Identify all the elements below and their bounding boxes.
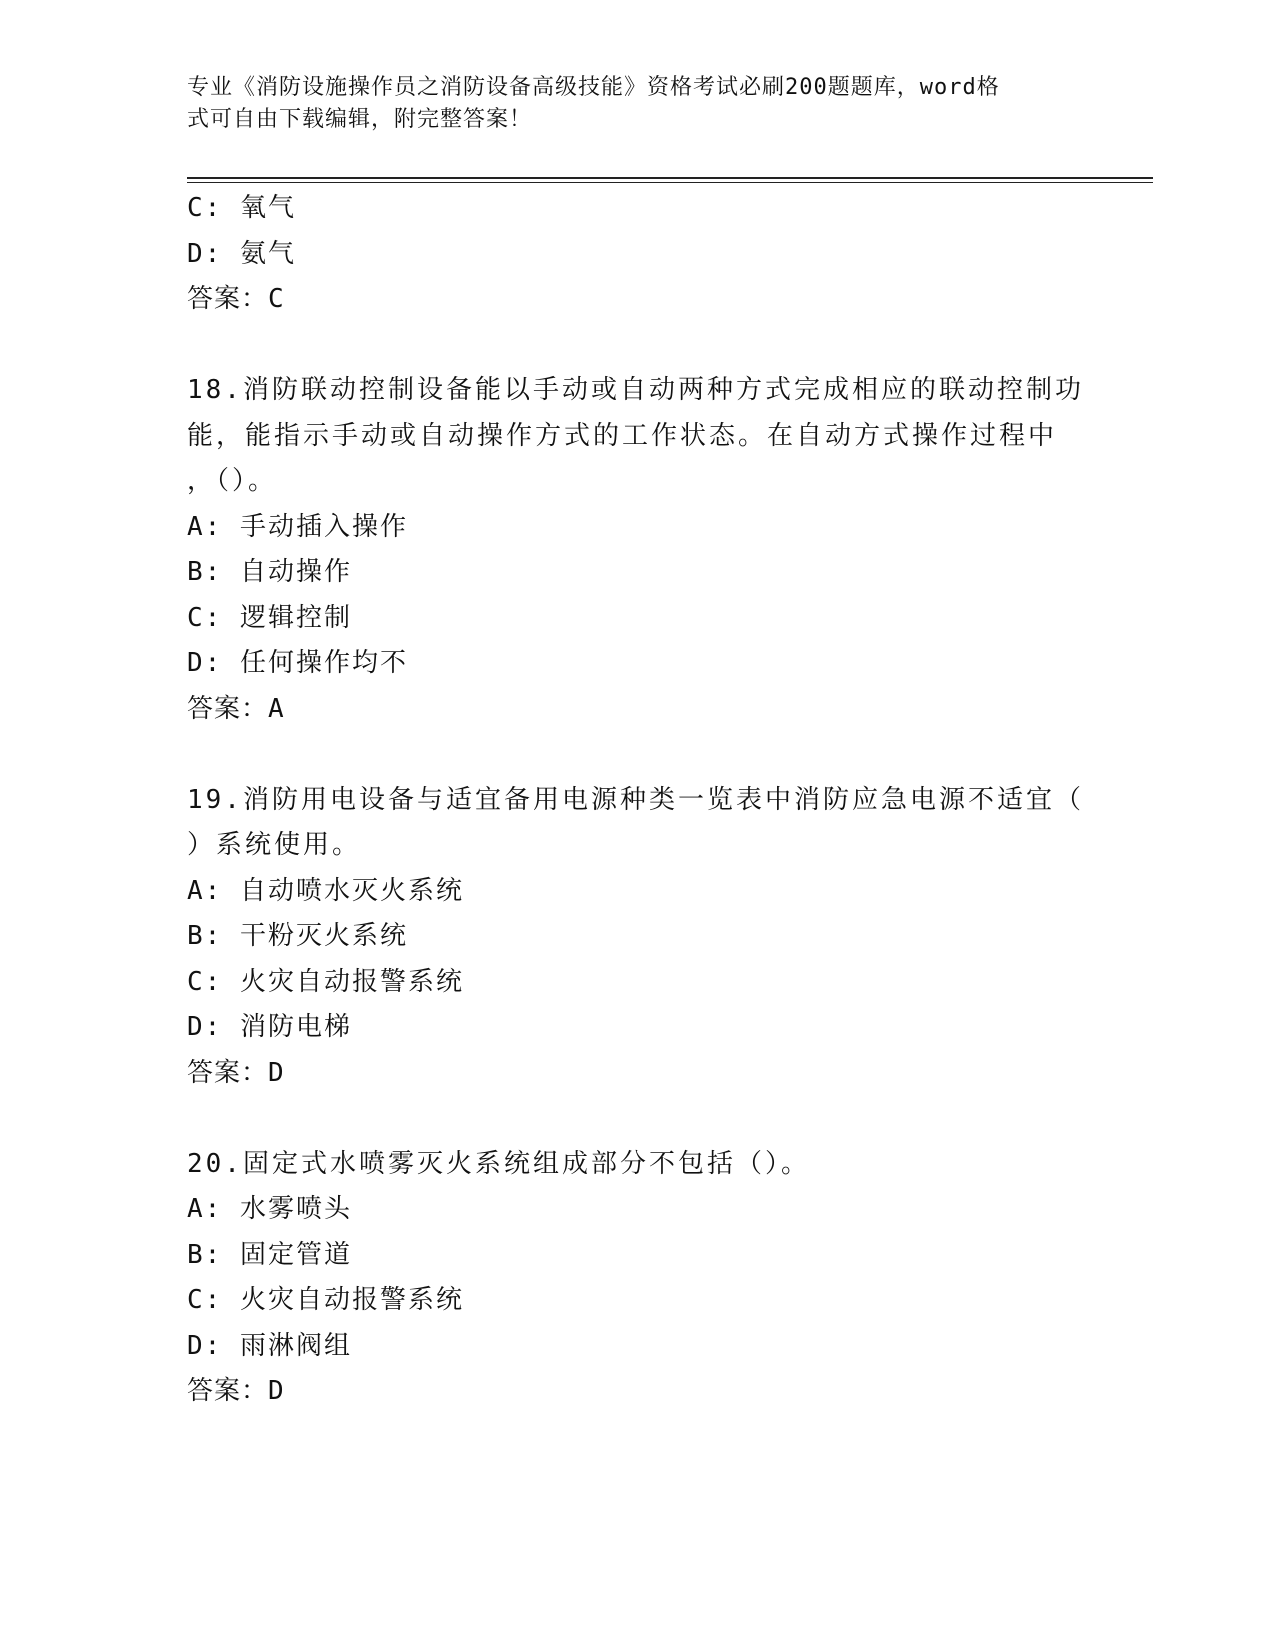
option-b: B: 自动操作 [187, 557, 352, 587]
header-line-1: 专业《消防设施操作员之消防设备高级技能》资格考试必刷200题题库，word格 [187, 75, 1000, 100]
option-d: D: 氨气 [187, 238, 296, 269]
question-list [187, 186, 1087, 1415]
spacer [187, 1096, 1087, 1142]
option-d: D: 任何操作均不 [187, 648, 408, 678]
option-d: D: 雨淋阀组 [187, 1330, 352, 1361]
question-18 [187, 368, 1087, 732]
question-stem-line: ）系统使用。 [187, 830, 362, 860]
option-c: C: 火灾自动报警系统 [187, 966, 464, 997]
answer-line: 答案：D [187, 1376, 285, 1406]
question-stem-line: ，（）。 [187, 466, 278, 496]
answer-line: 答案：D [187, 1057, 285, 1088]
question-stem-line: 18.消防联动控制设备能以手动或自动两种方式完成相应的联动控制功 [187, 375, 1084, 405]
option-d: D: 消防电梯 [187, 1012, 352, 1042]
option-a: A: 水雾喷头 [187, 1194, 352, 1224]
spacer [187, 323, 1087, 369]
question-stem-line: 能，能指示手动或自动操作方式的工作状态。在自动方式操作过程中 [187, 420, 1058, 451]
option-a: A: 自动喷水灭火系统 [187, 875, 464, 906]
option-a: A: 手动插入操作 [187, 511, 408, 542]
answer-line: 答案：C [187, 284, 285, 314]
document-header [187, 72, 1067, 136]
question-20 [187, 1142, 1087, 1415]
spacer [187, 732, 1087, 778]
answer-line: 答案：A [187, 693, 285, 724]
header-divider-thin [187, 182, 1153, 183]
question-19 [187, 778, 1087, 1097]
header-divider [187, 177, 1153, 179]
question-stem-line: 20.固定式水喷雾灭火系统组成部分不包括（）。 [187, 1148, 810, 1179]
question-stem-line: 19.消防用电设备与适宜备用电源种类一览表中消防应急电源不适宜（ [187, 784, 1084, 815]
header-line-2: 式可自由下载编辑，附完整答案！ [187, 107, 533, 132]
option-c: C: 氧气 [187, 193, 296, 223]
option-c: C: 火灾自动报警系统 [187, 1285, 464, 1315]
previous-question-tail [187, 186, 1087, 323]
option-b: B: 固定管道 [187, 1239, 352, 1270]
option-c: C: 逻辑控制 [187, 602, 352, 633]
option-b: B: 干粉灭火系统 [187, 921, 408, 951]
